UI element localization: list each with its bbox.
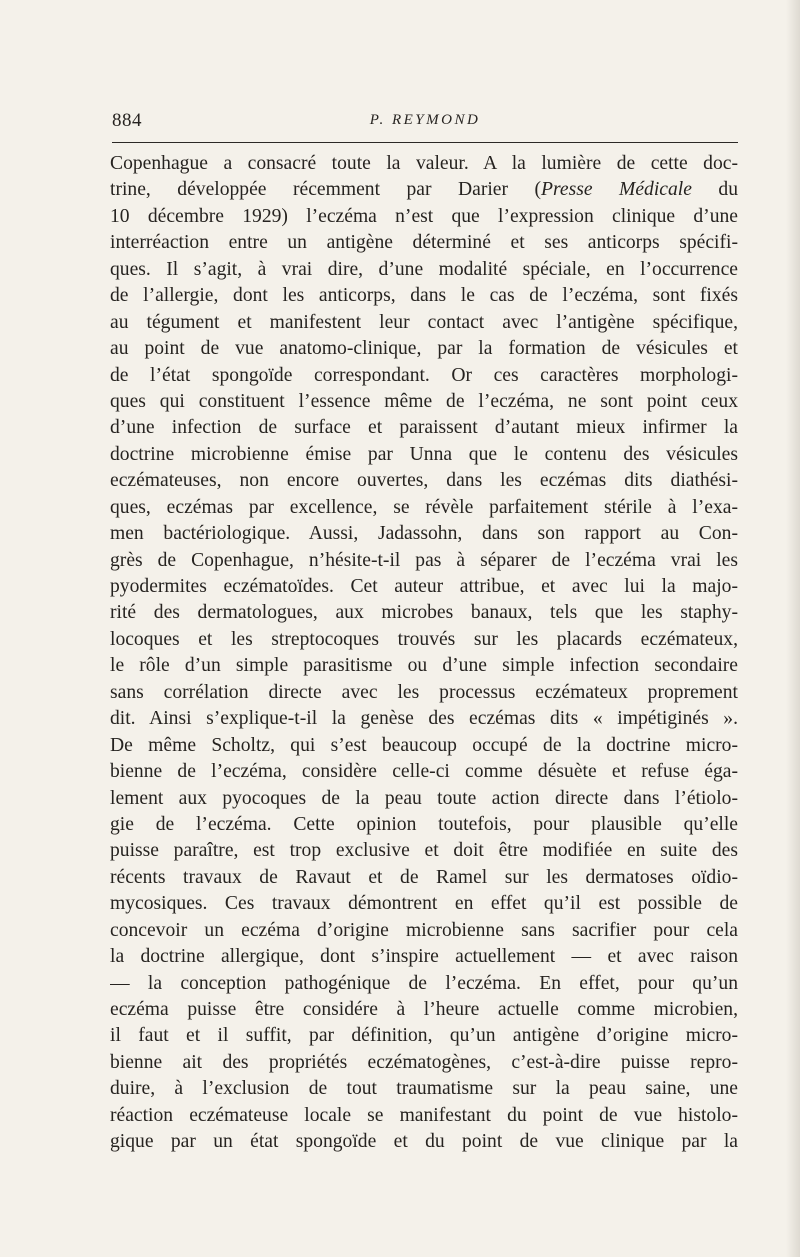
text-line: grès de Copenhague, n’hésite-t-il pas à séparer de l’eczéma vrai les [110, 549, 738, 571]
journal-title: Presse Médicale [541, 179, 692, 201]
text-line: récents travaux de Ravaut et de Ramel sur les dermatoses oïdio- [110, 866, 738, 888]
text-line: concevoir un eczéma d’origine microbienne sans sacrifier pour cela [110, 919, 738, 941]
text-line: doctrine microbienne émise par Unna que le contenu des vésicules [110, 443, 738, 465]
text-line: gique par un état spongoïde et du point de vue clinique par la [110, 1131, 738, 1153]
text-line: d’une infection de surface et paraissent d’autant mieux infirmer la [110, 417, 738, 439]
text-line: ques qui constituent l’essence même de l’eczéma, ne sont point ceux [110, 390, 738, 412]
text-line [110, 177, 738, 203]
header-rule [112, 142, 738, 143]
page-header [112, 110, 738, 138]
page-number: 884 [112, 110, 142, 131]
text-line: duire, à l’exclusion de tout traumatisme sur la peau saine, une [110, 1078, 738, 1100]
text-line: Copenhague a consacré toute la valeur. A la lumière de cette doc- [110, 153, 738, 174]
text-line: réaction eczémateuse locale se manifestant du point de vue histolo- [110, 1104, 738, 1126]
text-line: bienne ait des propriétés eczématogènes, c’est-à-dire puisse repro- [110, 1051, 738, 1073]
body-text [110, 151, 738, 1156]
text-line: au tégument et manifestent leur contact avec l’antigène spécifique, [110, 311, 738, 333]
text-line: men bactériologique. Aussi, Jadassohn, dans son rapport au Con- [110, 523, 738, 545]
text-line: mycosiques. Ces travaux démontrent en effet qu’il est possible de [110, 893, 738, 915]
text-line: eczémateuses, non encore ouvertes, dans les eczémas dits diathési- [110, 470, 738, 492]
text-line: ques. Il s’agit, à vrai dire, d’une modalité spéciale, en l’occurrence [110, 258, 738, 280]
text-line: de l’état spongoïde correspondant. Or ces caractères morphologi- [110, 364, 738, 386]
running-head: P. REYMOND [369, 112, 481, 128]
text-line: De même Scholtz, qui s’est beaucoup occupé de la doctrine micro- [110, 734, 738, 756]
text-line: le rôle d’un simple parasitisme ou d’une simple infection secondaire [110, 655, 738, 677]
text-line: interréaction entre un antigène déterminé et ses anticorps spécifi- [110, 232, 738, 254]
text-line: locoques et les streptocoques trouvés sur les placards eczémateux, [110, 628, 738, 650]
text-line: la doctrine allergique, dont s’inspire actuellement — et avec raison [110, 946, 738, 968]
text-segment: du [691, 179, 738, 201]
text-line: rité des dermatologues, aux microbes banaux, tels que les staphy- [110, 602, 738, 624]
text-line: bienne de l’eczéma, considère celle-ci comme désuète et refuse éga- [110, 761, 738, 783]
text-line: eczéma puisse être considére à l’heure actuelle comme microbien, [110, 999, 738, 1020]
page-edge-shadow [786, 0, 800, 1257]
text-line: gie de l’eczéma. Cette opinion toutefois, pour plausible qu’elle [110, 813, 738, 835]
text-line: lement aux pyocoques de la peau toute action directe dans l’étiolo- [110, 787, 738, 809]
text-line: 10 décembre 1929) l’eczéma n’est que l’expression clinique d’une [110, 205, 738, 227]
text-line: pyodermites eczématoïdes. Cet auteur attribue, et avec lui la majo- [110, 576, 738, 597]
text-segment: trine, développée récemment par Darier ( [110, 179, 542, 201]
text-line: — la conception pathogénique de l’eczéma. En effet, pour qu’un [110, 972, 738, 994]
text-line: au point de vue anatomo-clinique, par la formation de vésicules et [110, 338, 738, 360]
text-line: il faut et il suffit, par définition, qu’un antigène d’origine micro- [110, 1025, 738, 1047]
text-line: sans corrélation directe avec les processus eczémateux proprement [110, 681, 738, 703]
text-line: de l’allergie, dont les anticorps, dans le cas de l’eczéma, sont fixés [110, 285, 738, 307]
text-line: ques, eczémas par excellence, se révèle parfaitement stérile à l’exa- [110, 496, 738, 518]
text-line: dit. Ainsi s’explique-t-il la genèse des eczémas dits « impétiginés ». [110, 708, 738, 730]
text-line: puisse paraître, est trop exclusive et doit être modifiée en suite des [110, 840, 738, 862]
